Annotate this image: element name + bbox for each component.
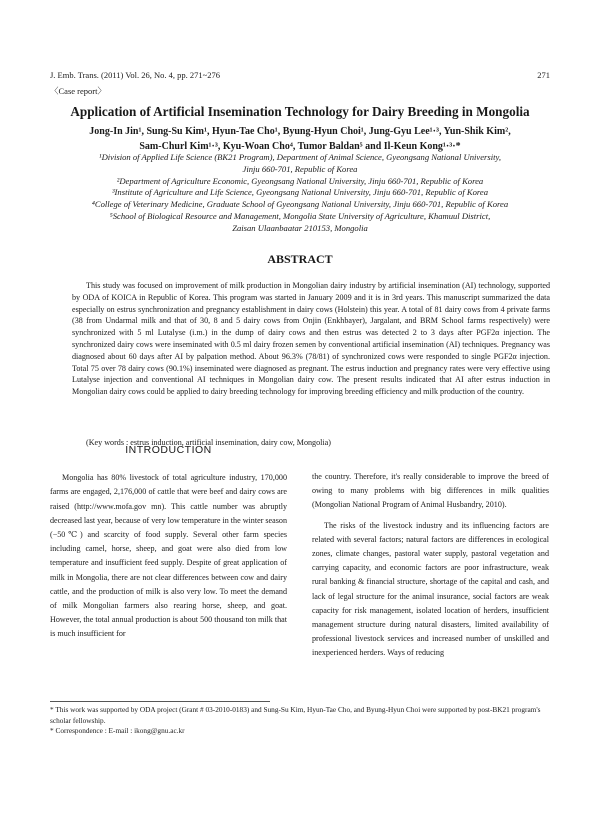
affiliations xyxy=(60,152,540,235)
article-title: Application of Artificial Insemination Technology for Dairy Breeding in Mongolia xyxy=(70,104,530,119)
right-column xyxy=(312,470,549,661)
affiliation-line: Jinju 660-701, Republic of Korea xyxy=(242,163,358,174)
article-type: 〈Case report〉 xyxy=(50,86,106,96)
introduction-heading: INTRODUCTION xyxy=(125,444,212,456)
funding-footnote: * This work was supported by ODA project (Grant # 03-2010-0183) and Sung-Su Kim, Hyun-Tae Cho, and Byung-Hyun Choi were supported by post-BK21 program's scholar fellowship. xyxy=(50,705,541,725)
affiliation-line: Zaisan Ulaanbaatar 210153, Mongolia xyxy=(232,222,368,233)
affiliation-line: ¹Division of Applied Life Science (BK21 Program), Department of Animal Science, Gyeongsang National University, xyxy=(99,152,501,162)
footnotes xyxy=(50,705,550,737)
author-line-1: Jong-In Jin¹, Sung-Su Kim¹, Hyun-Tae Cho¹, Byung-Hyun Choi¹, Jung-Gyu Lee¹·³, Yun-Shik Kim², xyxy=(89,126,511,137)
author-line-2: Sam-Churl Kim¹·³, Kyu-Woan Cho⁴, Tumor Baldan⁵ and Il-Keun Kong¹·³·* xyxy=(139,141,461,152)
page-number: 271 xyxy=(537,70,550,80)
body-paragraph: Mongolia has 80% livestock of total agriculture industry, 170,000 farms are engaged, 2,176,000 of cattle that were beef and dairy cows are raised (http://www.mofa.gov mn). This cattle number was abruptly decreased last year, because of very low temperature in the winter season (−50℃) and scarcity of food supply. Several other farm species including camel, horse, sheep, and goat were also died from low temperature and insufficient feed supply. Despite of great application of milk in Mongolia, there are not clear differences between cow and dairy cattle, and the production of milk is also very low. To meet the demand of milk Mongolian farmers also rearing horse, sheep, and goat. However, the total annual production is about 500 thousand ton milk that is much insufficient for xyxy=(50,473,287,639)
author-list xyxy=(60,124,540,154)
affiliation-line: ³Institute of Agriculture and Life Science, Gyeongsang National University, Jinju 660-701, Republic of Korea xyxy=(111,187,489,198)
journal-citation: J. Emb. Trans. (2011) Vol. 26, No. 4, pp. 271~276 xyxy=(50,70,220,80)
body-paragraph: the country. Therefore, it's really considerable to improve the breed of owing to many problems with big differences in milk qualities (Mongolian National Program of Animal Husbandry, 2010). xyxy=(312,472,549,510)
affiliation-line: ⁵School of Biological Resource and Management, Mongolia State University of Agriculture, Khamuul District, xyxy=(109,210,491,221)
abstract-text: This study was focused on improvement of milk production in Mongolian dairy industry by artificial insemination (AI) technology, supported by ODA of KOICA in Republic of Korea. This program was started in January 2009 and it is in 3rd years. This manuscript summarized the data especially on estrus synchronization and pregnancy establishment in dairy cows (Holstein) this year. A total of 81 dairy cows from 4 private farms (38 from Undarmal milk and that of 30, 8 and 5 dairy cows from Onjin (Enkhbayer), Jargalant, and BRM School farms respectively) were synchronized with 5 ml Lutalyse (i.m.) in the dump of dairy cows and then estrus was detected 2 to 3 days after PGF2α injection. The synchronized dairy cows were inseminated with 0.5 ml dairy frozen semen by conventional artificial insemination (AI) techniques. Pregnancy was diagnosed about 60 days after AI by palpation method. About 96.3% (78/81) of synchronized cows were responded to single PGF2α injection. Total 75 over 78 dairy cows (90.1%) inseminated were diagnosed as pregnant. The estrus induction and pregnancy rates were very effective using Lutalyse injection and conventional AI techniques in Mongolian dairy cow. The present results indicated that AI after estrus induction in Mongolian dairy cows could be applied to dairy breeding technology for improving breeding efficiency and milk production of the country. xyxy=(72,281,550,397)
affiliation-line: ²Department of Agriculture Economic, Gyeongsang National University, Jinju 660-701, Republic of Korea xyxy=(116,175,484,186)
keywords: (Key words : estrus induction, artificial insemination, dairy cow, Mongolia) xyxy=(86,438,331,447)
abstract-heading: ABSTRACT xyxy=(267,252,333,266)
abstract-body xyxy=(72,280,550,398)
correspondence-footnote: * Correspondence : E-mail : ikong@gnu.ac.kr xyxy=(50,726,185,735)
body-paragraph: The risks of the livestock industry and its influencing factors are related with several factors; natural factors are differences in ecological zones, climate changes, pastoral water supply, pastoral vegetation and carrying capacity, and economic factors are poor infrastructure, weak rural banking & financial structure, shortage of the capital and cash, and lack of legal structure for the animal insurance, social factors are weak capacity for risk management, isolated location of herders, insufficient management structure during natural disasters, limited availability of professional livestock services and increased number of unskilled and inexperienced herders. Ways of reducing xyxy=(312,520,549,658)
running-head xyxy=(50,70,550,80)
left-column xyxy=(50,443,287,642)
affiliation-line: ⁴College of Veterinary Medicine, Graduate School of Gyeongsang National University, Jinju 660-701, Republic of Korea xyxy=(91,199,509,210)
footnote-divider xyxy=(50,701,270,702)
